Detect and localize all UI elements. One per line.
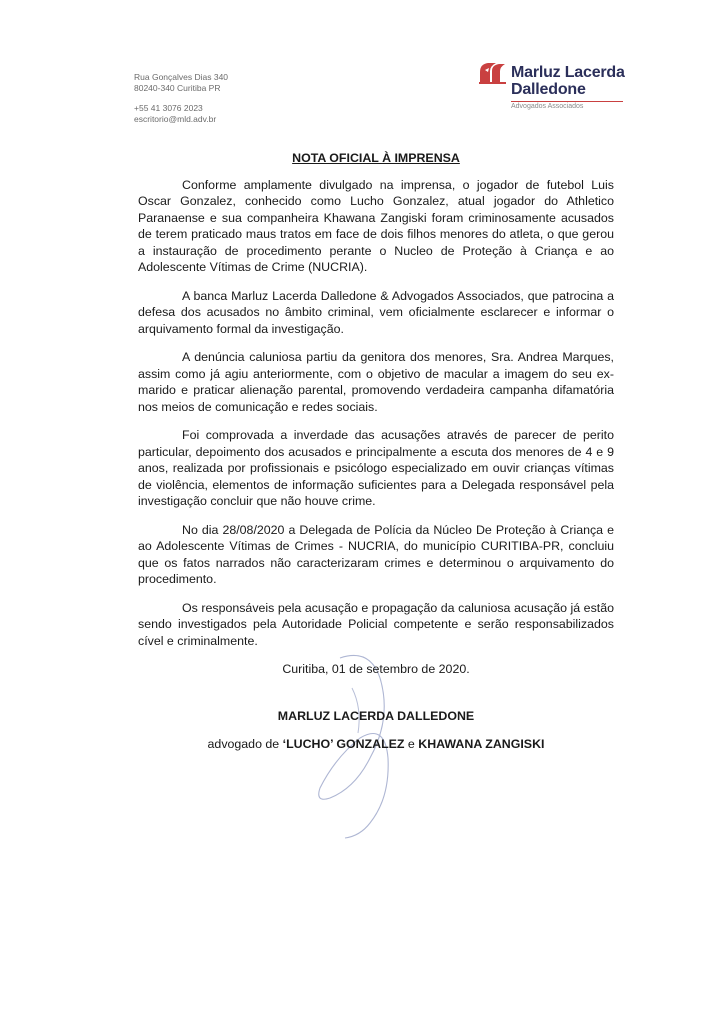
document-title: NOTA OFICIAL À IMPRENSA <box>292 151 460 165</box>
contact-block <box>134 72 228 125</box>
paragraph-2: A banca Marluz Lacerda Dalledone & Advogados Associados, que patrocina a defesa dos acusados no âmbito criminal, vem oficialmente esclarecer e informar o arquivamento formal da investigação. <box>138 288 614 336</box>
firm-name <box>511 64 625 98</box>
firm-subtitle: Advogados Associados <box>511 103 584 110</box>
firm-name-line-1: Marluz Lacerda <box>511 64 625 81</box>
paragraph-4: Foi comprovada a inverdade das acusações através de parecer de perito particular, depoimento dos acusados e principalmente a escuta dos menores de 4 e 9 anos, realizada por profissionais e psicólogo especializado em ouvir crianças vítimas de violência, elementos de informação suficientes para a Delegada responsável pela investigação concluir que não houve crime. <box>138 428 614 508</box>
role-client-1: ‘LUCHO’ GONZALEZ <box>282 737 405 751</box>
role-joiner: e <box>404 737 419 751</box>
role-client-2: KHAWANA ZANGISKI <box>418 737 545 751</box>
letter-body <box>138 150 614 753</box>
role-prefix: advogado de <box>207 737 283 751</box>
signer-role <box>138 736 614 753</box>
address-line-2: 80240-340 Curitiba PR <box>134 83 221 93</box>
logo-divider <box>511 101 623 102</box>
document-date: Curitiba, 01 de setembro de 2020. <box>282 662 470 676</box>
firm-logo <box>476 60 646 120</box>
paragraph-3: A denúncia caluniosa partiu da genitora dos menores, Sra. Andrea Marques, assim como já agiu anteriormente, com o objetivo de macular a imagem do seu ex-marido e praticar alienação parental, promovendo verdadeira campanha difamatória nos meios de comunicação e redes sociais. <box>138 350 614 414</box>
email-address: escritorio@mld.adv.br <box>134 114 217 124</box>
griffin-logo-icon <box>476 60 508 86</box>
paragraph-6: Os responsáveis pela acusação e propagação da caluniosa acusação já estão sendo investigados pela Autoridade Policial competente e serão responsabilizados cível e criminalmente. <box>138 600 614 648</box>
signer-name: MARLUZ LACERDA DALLEDONE <box>277 708 475 723</box>
address-line-1: Rua Gonçalves Dias 340 <box>134 72 229 82</box>
firm-name-line-2: Dalledone <box>511 81 586 98</box>
paragraph-5: No dia 28/08/2020 a Delegada de Polícia da Núcleo De Proteção à Criança e ao Adolescente Vítimas de Crimes - NUCRIA, do município CURITIBA-PR, concluiu que os fatos narrados não caracterizaram crimes e determinou o arquivamento do procedimento. <box>138 522 614 586</box>
paragraph-1: Conforme amplamente divulgado na imprensa, o jogador de futebol Luis Oscar Gonzalez, conhecido como Lucho Gonzalez, atual jogador do Athletico Paranaense e sua companheira Khawana Zangiski foram criminosamente acusados de terem praticado maus tratos em face de dois filhos menores do atleta, o que gerou a instauração de procedimento perante o Nucleo de Proteção à Criança e ao Adolescente Vítimas de Crime (NUCRIA). <box>138 177 614 274</box>
phone-number: +55 41 3076 2023 <box>134 103 203 113</box>
